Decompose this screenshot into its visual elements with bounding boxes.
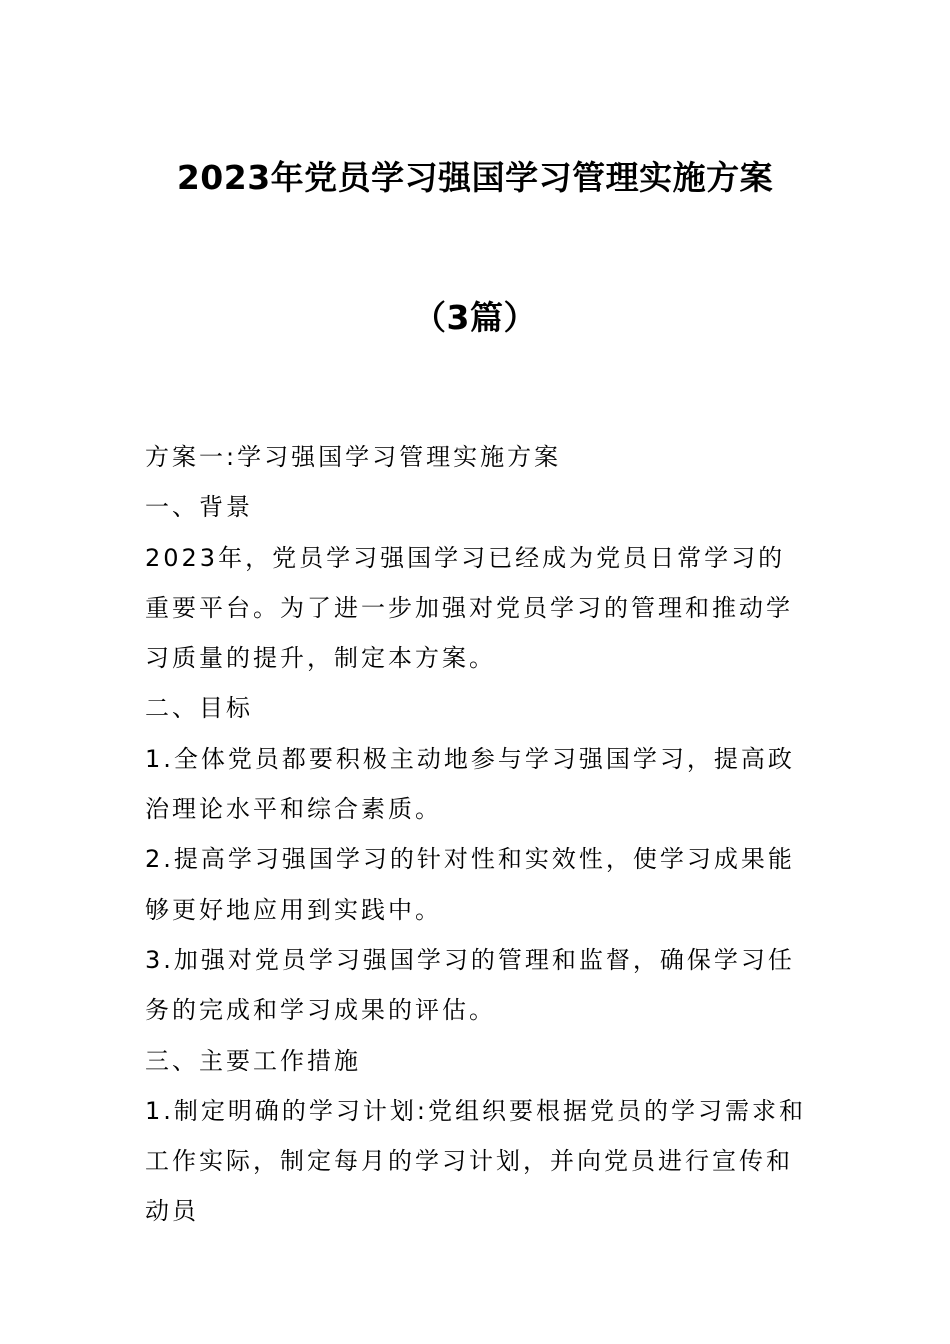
paragraph-goal-1: 1.全体党员都要积极主动地参与学习强国学习，提高政治理论水平和综合素质。 (145, 744, 795, 824)
paragraph-goal-3: 3.加强对党员学习强国学习的管理和监督，确保学习任务的完成和学习成果的评估。 (145, 945, 795, 1025)
document-subtitle: （3篇） (413, 298, 537, 337)
document-body (145, 432, 810, 1237)
paragraph-goal-2: 2.提高学习强国学习的针对性和实效性，使学习成果能够更好地应用到实践中。 (145, 845, 795, 924)
paragraph-measure-1: 1.制定明确的学习计划:党组织要根据党员的学习需求和工作实际，制定每月的学习计划，并向党员进行宣传和动员 (145, 1096, 806, 1226)
section-heading-goals: 二、目标 (145, 694, 253, 723)
section-heading-measures: 三、主要工作措施 (145, 1046, 361, 1075)
paragraph-background: 2023年，党员学习强国学习已经成为党员日常学习的重要平台。为了进一步加强对党员学习的管理和推动学习质量的提升，制定本方案。 (145, 543, 793, 673)
section-heading-background: 一、背景 (145, 493, 253, 522)
document-title: 2023年党员学习强国学习管理实施方案 (176, 158, 774, 197)
section-heading-plan-one: 方案一:学习强国学习管理实施方案 (145, 443, 562, 471)
